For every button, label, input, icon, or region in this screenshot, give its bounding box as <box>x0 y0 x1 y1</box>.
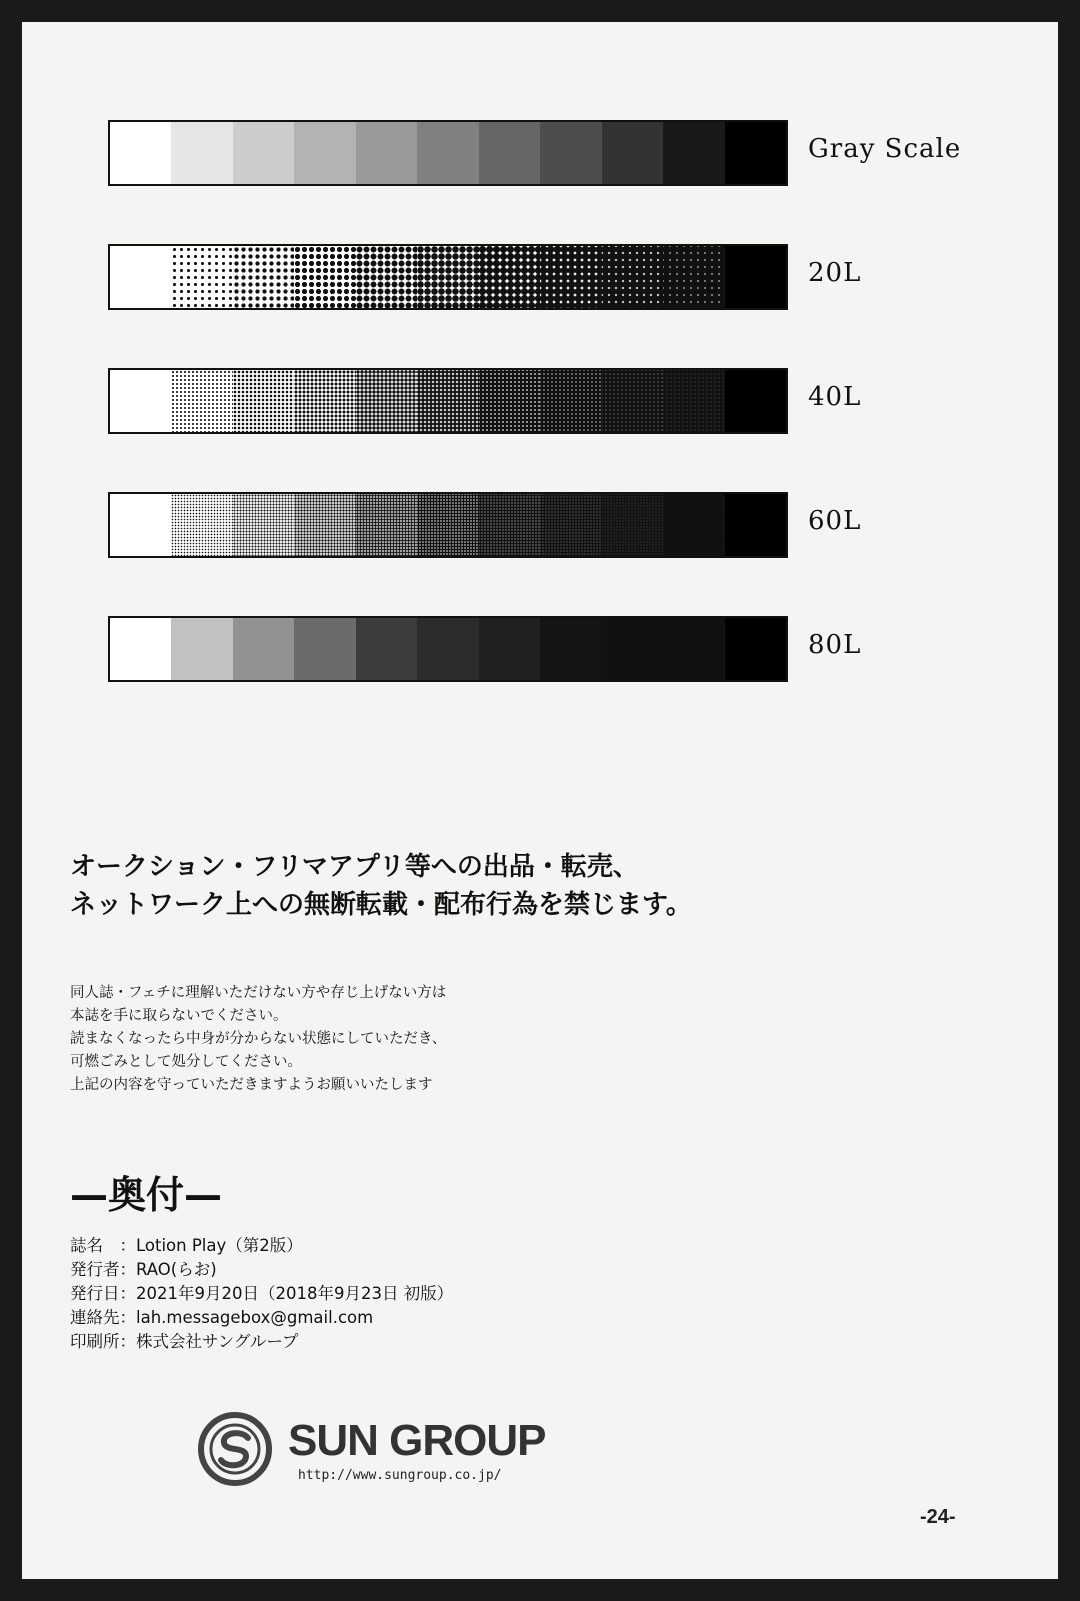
swatch-cell <box>479 618 540 680</box>
swatch-cell <box>725 370 786 432</box>
colophon-value: 2021年9月20日（2018年9月23日 初版） <box>136 1284 454 1303</box>
printer-logo-name: SUN GROUP <box>288 1416 546 1465</box>
printer-logo <box>198 1412 618 1492</box>
swatch-cell <box>479 370 540 432</box>
disclaimer <box>70 982 446 1097</box>
page-number: -24- <box>920 1506 956 1528</box>
swatch-cell <box>540 370 601 432</box>
contact-email: lah.messagebox@gmail.com <box>136 1308 374 1327</box>
swatch-cell <box>356 122 417 184</box>
swatch-cell <box>540 494 601 556</box>
swatch-cell <box>356 370 417 432</box>
swatch-cell <box>663 618 724 680</box>
disclaimer-line: 同人誌・フェチに理解いただけない方や存じ上げない方は <box>70 985 447 1001</box>
swatch-cell <box>417 618 478 680</box>
notice-line-1: オークション・フリマアプリ等への出品・転売、 <box>70 852 639 882</box>
disclaimer-line: 本誌を手に取らないでください。 <box>70 1008 288 1024</box>
screentone-60l-label: 60L <box>808 506 862 536</box>
swatch-cell <box>540 122 601 184</box>
screentone-60l-bar <box>108 492 788 558</box>
colophon-key: 発行日： <box>70 1284 136 1303</box>
disclaimer-line: 可燃ごみとして処分してください。 <box>70 1054 302 1070</box>
swatch-cell <box>417 494 478 556</box>
swatch-cell <box>725 246 786 308</box>
swatch-cell <box>663 494 724 556</box>
swatch-cell <box>356 246 417 308</box>
swatch-cell <box>663 122 724 184</box>
swatch-cell <box>602 246 663 308</box>
swatch-cell <box>294 494 355 556</box>
screentone-80l-bar <box>108 616 788 682</box>
swatch-cell <box>294 246 355 308</box>
swatch-cell <box>110 370 171 432</box>
screentone-20l-bar <box>108 244 788 310</box>
swatch-cell <box>602 122 663 184</box>
colophon-title: —奥付— <box>70 1173 223 1217</box>
swatch-cell <box>479 122 540 184</box>
colophon-value: 株式会社サングループ <box>136 1332 299 1351</box>
colophon-row-contact <box>70 1306 453 1330</box>
swatch-row-20l <box>108 244 862 312</box>
swatch-cell <box>417 370 478 432</box>
colophon-key: 印刷所： <box>70 1332 136 1351</box>
swatch-cell <box>725 122 786 184</box>
swatch-cell <box>110 246 171 308</box>
colophon-row-date <box>70 1282 453 1306</box>
colophon-key: 誌名 ： <box>70 1236 136 1255</box>
swatch-cell <box>356 494 417 556</box>
swatch-cell <box>171 246 232 308</box>
swatch-cell <box>171 618 232 680</box>
swatch-cell <box>479 494 540 556</box>
swatch-cell <box>294 618 355 680</box>
swatch-cell <box>233 370 294 432</box>
swatch-cell <box>356 618 417 680</box>
colophon-row-title <box>70 1234 453 1258</box>
swatch-row-60l <box>108 492 862 560</box>
swatch-cell <box>171 122 232 184</box>
swatch-cell <box>233 246 294 308</box>
swatch-cell <box>602 370 663 432</box>
swatch-cell <box>479 246 540 308</box>
swatch-cell <box>417 122 478 184</box>
swatch-cell <box>663 370 724 432</box>
page <box>22 22 1058 1579</box>
disclaimer-line: 上記の内容を守っていただきますようお願いいたします <box>70 1077 433 1093</box>
colophon-row-printer <box>70 1330 453 1354</box>
printer-logo-url: http://www.sungroup.co.jp/ <box>298 1468 502 1483</box>
screentone-20l-label: 20L <box>808 258 862 288</box>
swatch-cell <box>110 122 171 184</box>
swatch-row-80l <box>108 616 862 684</box>
gray-scale-label: Gray Scale <box>808 134 962 164</box>
disclaimer-line: 読まなくなったら中身が分からない状態にしていただき、 <box>70 1031 447 1047</box>
swatch-cell <box>540 246 601 308</box>
swatch-cell <box>233 494 294 556</box>
swatch-row-gray-scale <box>108 120 962 188</box>
resale-prohibition-notice <box>70 848 692 924</box>
screentone-40l-label: 40L <box>808 382 862 412</box>
swatch-cell <box>171 370 232 432</box>
swatch-cell <box>171 494 232 556</box>
swatch-cell <box>294 122 355 184</box>
notice-line-2: ネットワーク上への無断転載・配布行為を禁じます。 <box>70 890 692 920</box>
colophon-info <box>70 1234 453 1354</box>
screentone-80l-label: 80L <box>808 630 862 660</box>
screentone-40l-bar <box>108 368 788 434</box>
swatch-cell <box>663 246 724 308</box>
swatch-cell <box>233 122 294 184</box>
swatch-cell <box>233 618 294 680</box>
swatch-cell <box>725 618 786 680</box>
colophon-row-publisher <box>70 1258 453 1282</box>
swatch-cell <box>110 494 171 556</box>
swatch-cell <box>602 618 663 680</box>
sun-group-logo-icon <box>198 1412 272 1486</box>
colophon-value: Lotion Play（第2版） <box>136 1236 303 1255</box>
swatch-cell <box>602 494 663 556</box>
swatch-cell <box>110 618 171 680</box>
gray-scale-bar <box>108 120 788 186</box>
swatch-cell <box>294 370 355 432</box>
swatch-cell <box>417 246 478 308</box>
colophon-key: 連絡先： <box>70 1308 136 1327</box>
colophon-value: RAO(らお) <box>136 1260 217 1279</box>
swatch-cell <box>540 618 601 680</box>
swatch-cell <box>725 494 786 556</box>
colophon-key: 発行者： <box>70 1260 136 1279</box>
swatch-row-40l <box>108 368 862 436</box>
